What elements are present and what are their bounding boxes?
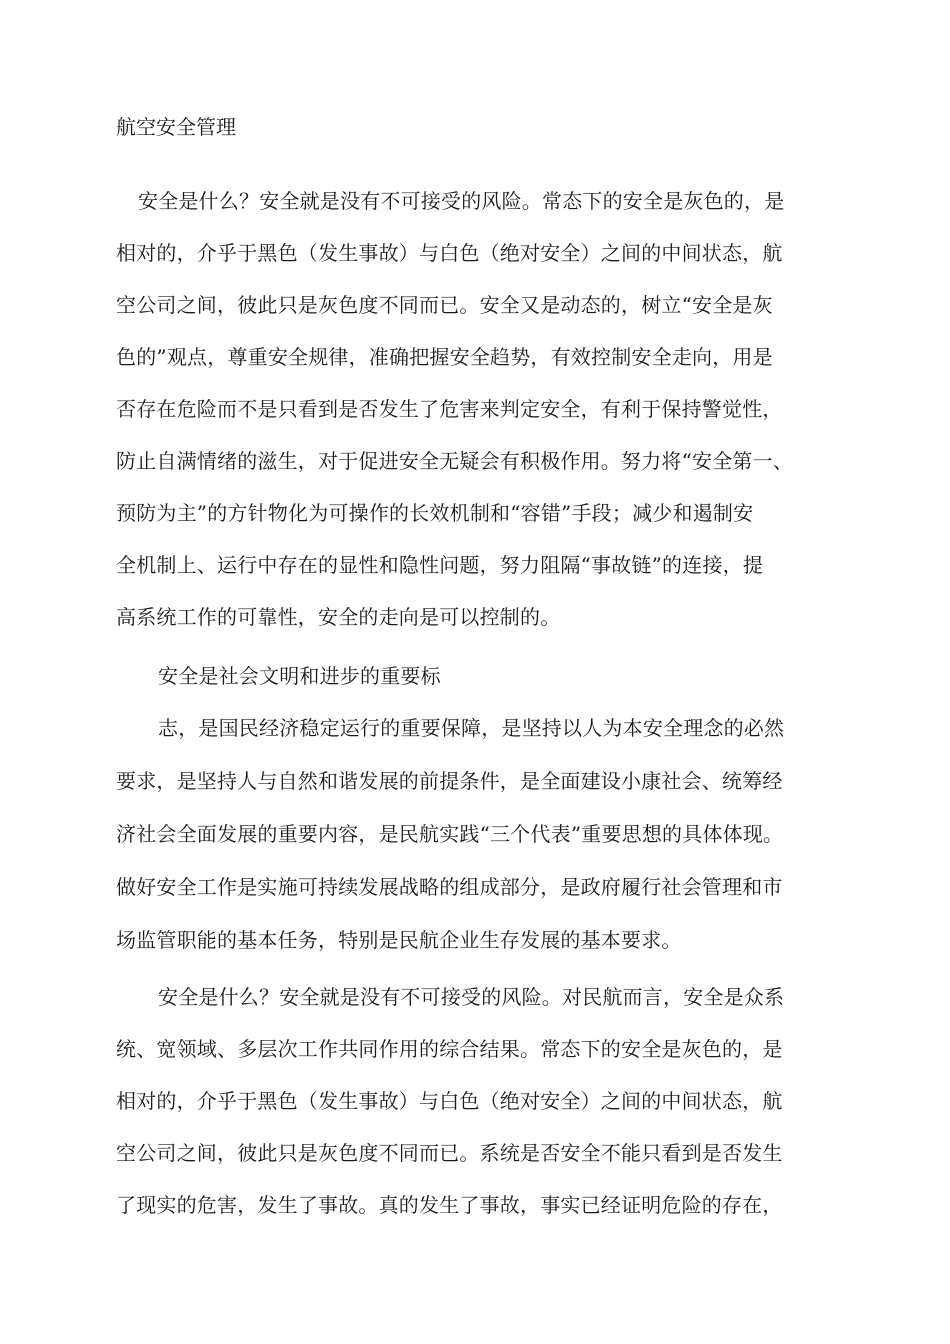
paragraph-line: 济社会全面发展的重要内容，是民航实践“三个代表”重要思想的具体体现。 [116, 822, 784, 846]
paragraph-line: 色的”观点，尊重安全规律，准确把握安全趋势，有效控制安全走向，用是 [116, 345, 773, 369]
paragraph-line: 志，是国民经济稳定运行的重要保障，是坚持以人为本安全理念的必然 [158, 716, 785, 740]
paragraph-line: 做好安全工作是实施可持续发展战略的组成部分，是政府履行社会管理和市 [116, 875, 783, 899]
paragraph-line: 空公司之间，彼此只是灰色度不同而已。系统是否安全不能只看到是否发生 [116, 1141, 783, 1165]
paragraph-line: 了现实的危害，发生了事故。真的发生了事故，事实已经证明危险的存在， [116, 1193, 783, 1217]
paragraph-line: 场监管职能的基本任务，特别是民航企业生存发展的基本要求。 [116, 928, 682, 952]
paragraph-line: 防止自满情绪的滋生，对于促进安全无疑会有积极作用。努力将“安全第一、 [116, 449, 794, 473]
paragraph-line: 统、宽领域、多层次工作共同作用的综合结果。常态下的安全是灰色的，是 [116, 1037, 783, 1061]
paragraph-line: 空公司之间，彼此只是灰色度不同而已。安全又是动态的，树立“安全是灰 [116, 293, 773, 317]
document-title: 航空安全管理 [116, 115, 236, 139]
paragraph-line: 否存在危险而不是只看到是否发生了危害来判定安全，有利于保持警觉性， [116, 397, 783, 421]
paragraph-line: 全机制上、运行中存在的显性和隐性问题，努力阻隔“事故链”的连接，提 [116, 553, 764, 577]
paragraph-line: 高系统工作的可靠性，安全的走向是可以控制的。 [116, 605, 561, 629]
paragraph-line: 要求，是坚持人与自然和谐发展的前提条件，是全面建设小康社会、统筹经 [116, 769, 783, 793]
paragraph-line: 安全是社会文明和进步的重要标 [158, 664, 441, 688]
paragraph-line: 预防为主”的方针物化为可操作的长效机制和“容错”手段；减少和遏制安 [116, 501, 754, 525]
paragraph-line: 相对的，介乎于黑色（发生事故）与白色（绝对安全）之间的中间状态，航 [116, 241, 783, 265]
paragraph-line: 相对的，介乎于黑色（发生事故）与白色（绝对安全）之间的中间状态，航 [116, 1089, 783, 1113]
paragraph-line: 安全是什么？安全就是没有不可接受的风险。对民航而言，安全是众系 [158, 985, 785, 1009]
paragraph-line: 安全是什么？安全就是没有不可接受的风险。常态下的安全是灰色的，是 [138, 189, 785, 213]
